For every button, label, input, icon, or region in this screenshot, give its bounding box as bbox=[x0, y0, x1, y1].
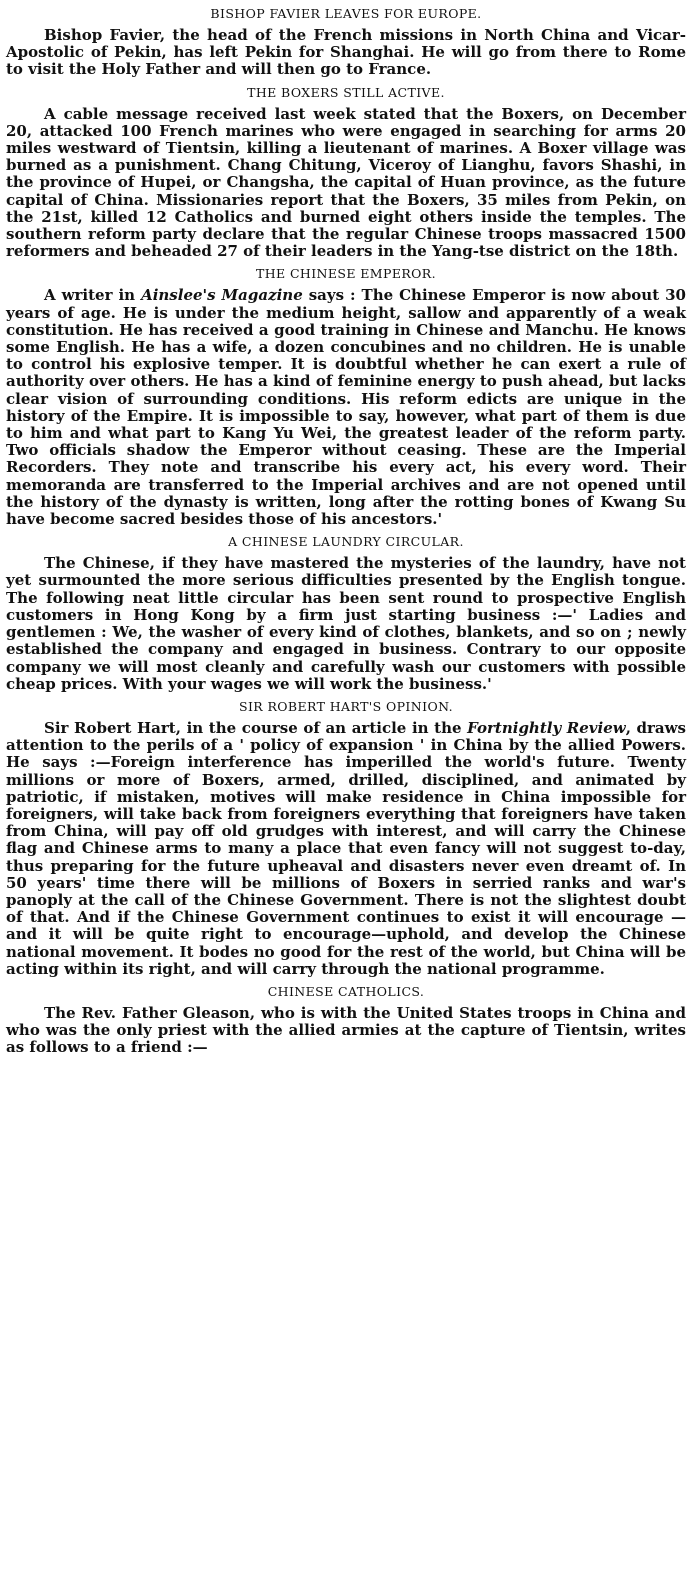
review-title: Fortnightly Review bbox=[467, 718, 626, 737]
article-body: A cable message received last week stated that the Boxers, on December 20, attacked 100 French marines who were engaged in searching for arms 20 miles westward of Tientsin, killing a lieutenant of marines. A Boxer village was burned as a punishment. Chang Chitung, Viceroy of Lianghu, favors Shashi, in the province of Hupei, or Changsha, the capital of Huan province, as the future capital of China. Missionaries report that the Boxers, 35 miles from Pekin, on the 21st, killed 12 Catholics and burned eight others inside the temples. The southern reform party declare that the regular Chinese troops massacred 1500 reformers and beheaded 27 of their leaders in the Yang-tse district on the 18th. bbox=[6, 104, 686, 261]
article-heading: SIR ROBERT HART'S OPINION. bbox=[238, 698, 454, 714]
article-boxers-still-active bbox=[6, 83, 686, 261]
article-body-text: Sir Robert Hart, in the course of an article in the bbox=[44, 718, 468, 737]
article-chinese-catholics bbox=[6, 982, 686, 1057]
article-body: The Chinese, if they have mastered the mysteries of the laundry, have not yet surmounted the more serious difficulties presented by the English tongue. The following neat little circular has been sent round to prospective English customers in Hong Kong by a firm just starting business :—' Ladies and gentlemen : We, the washer of every kind of clothes, blankets, and so on ; newly established the company and engaged in business. Contrary to our opposite company we will most cleanly and carefully wash our customers with possible cheap prices. With your wages we will work the business.' bbox=[6, 554, 686, 693]
article-body bbox=[6, 287, 686, 528]
article-body bbox=[6, 720, 686, 978]
article-heading: THE CHINESE EMPEROR. bbox=[256, 266, 436, 282]
article-chinese-emperor bbox=[6, 264, 686, 528]
article-bishop-favier bbox=[6, 4, 686, 79]
article-heading: THE BOXERS STILL ACTIVE. bbox=[247, 84, 445, 100]
article-body-text: A writer in bbox=[44, 286, 142, 305]
article-body: The Rev. Father Gleason, who is with the United States troops in China and who was the only priest with the allied armies at the capture of Tientsin, writes as follows to a friend :— bbox=[6, 1003, 686, 1057]
article-robert-hart-opinion bbox=[6, 697, 686, 978]
article-laundry-circular bbox=[6, 532, 686, 693]
article-heading: BISHOP FAVIER LEAVES FOR EUROPE. bbox=[210, 6, 482, 21]
article-heading: CHINESE CATHOLICS. bbox=[267, 983, 425, 999]
magazine-title: Ainslee's Magazine bbox=[141, 286, 303, 305]
article-body: Bishop Favier, the head of the French missions in North China and Vicar-Apostolic of Pekin, has left Pekin for Shanghai. He will go from there to Rome to visit the Holy Father and will then go to France. bbox=[6, 26, 686, 79]
article-body-text: , draws attention to the perils of a ' policy of expansion ' in China by the allied Powers. He says :—Foreign interference has imperilled the world's future. Twenty millions or more of Boxers, armed, drilled, disciplined, and animated by patriotic, if mistaken, motives will make residence in China impossible for foreigners, will take back from foreigners everything that foreigners have taken from China, will pay off old grudges with interest, and will carry the Chinese flag and Chinese arms to many a place that even fancy will not suggest to-day, thus preparing for the future upheaval and disasters never even dreamt of. In 50 years' time there will be millions of Boxers in serried ranks and war's panoply at the call of the Chinese Government. There is not the slightest doubt of that. And if the Chinese Government continues to exist it will encourage —and it will be quite right to encourage—uphold, and develop the Chinese national movement. It bodes no good for the rest of the world, but China will be acting within its right, and will carry through the national programme. bbox=[6, 718, 686, 978]
article-heading: A CHINESE LAUNDRY CIRCULAR. bbox=[228, 534, 464, 550]
article-body-text: says : The Chinese Emperor is now about 30 years of age. He is under the medium height, sallow and apparently of a weak constitution. He has received a good training in Chinese and Manchu. He knows some English. He has a wife, a dozen concubines and no children. He is unable to control his explosive temper. It is doubtful whether he can exert a rule of authority over others. He has a kind of feminine energy to push ahead, but lacks clear vision of surrounding conditions. His reform edicts are unique in the history of the Empire. It is impossible to say, however, what part of them is due to him and what part to Kang Yu Wei, the greatest leader of the reform party. Two officials shadow the Emperor without ceasing. These are the Imperial Recorders. They note and transcribe his every act, his every word. Their memoranda are transferred to the Imperial archives and are not opened until the history of the dynasty is written, long after the rotting bones of Kwang Su have become sacred besides those of his ancestors.' bbox=[6, 286, 686, 529]
